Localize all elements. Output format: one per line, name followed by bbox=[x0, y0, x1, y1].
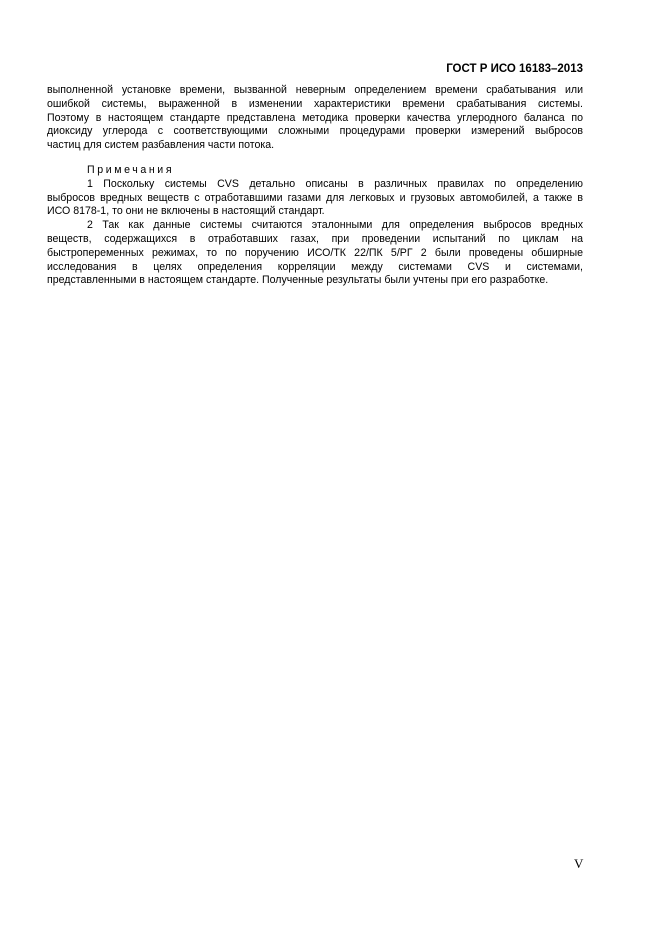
note-1-line: ИСО 8178-1, то они не включены в настоящий стандарт. bbox=[47, 205, 325, 218]
note-2-line: представленными в настоящем стандарте. Полученные результаты были учтены при его разработке. bbox=[47, 274, 549, 287]
note-2-line: 2 Так как данные системы считаются эталонными для определения выбросов вредных bbox=[87, 219, 583, 232]
page-number: V bbox=[574, 856, 584, 871]
note-1-line: выбросов вредных веществ с отработавшими газами для легковых и грузовых автомобилей, а также в bbox=[47, 191, 583, 204]
document-header: ГОСТ Р ИСО 16183–2013 bbox=[446, 63, 583, 75]
text-line: частиц для систем разбавления части потока. bbox=[47, 139, 275, 152]
note-2-line: исследования в целях определения корреляции между системами CVS и системами, bbox=[47, 260, 583, 273]
note-1-line: 1 Поскольку системы CVS детально описаны в различных правилах по определению bbox=[87, 177, 583, 190]
note-2-line: веществ, содержащихся в отработавших газах, при проведении испытаний по циклам на bbox=[47, 232, 583, 245]
text-line: выполненной установке времени, вызванной неверным определением времени срабатывания или bbox=[47, 84, 583, 96]
notes-title: Примечания bbox=[87, 164, 175, 176]
text-line: диоксиду углерода с соответствующими сложными процедурами проверки измерений выбросов bbox=[47, 125, 583, 138]
body-paragraph bbox=[47, 84, 583, 153]
note-2-line: быстропеременных режимах, то по поручению ИСО/ТК 22/ПК 5/РГ 2 были проведены обширные bbox=[47, 246, 583, 259]
notes-section bbox=[47, 164, 583, 288]
text-line: ошибкой системы, выраженной в изменении характеристики времени срабатывания системы. bbox=[47, 97, 583, 110]
text-line: Поэтому в настоящем стандарте представлена методика проверки качества углеродного баланса по bbox=[47, 111, 583, 124]
